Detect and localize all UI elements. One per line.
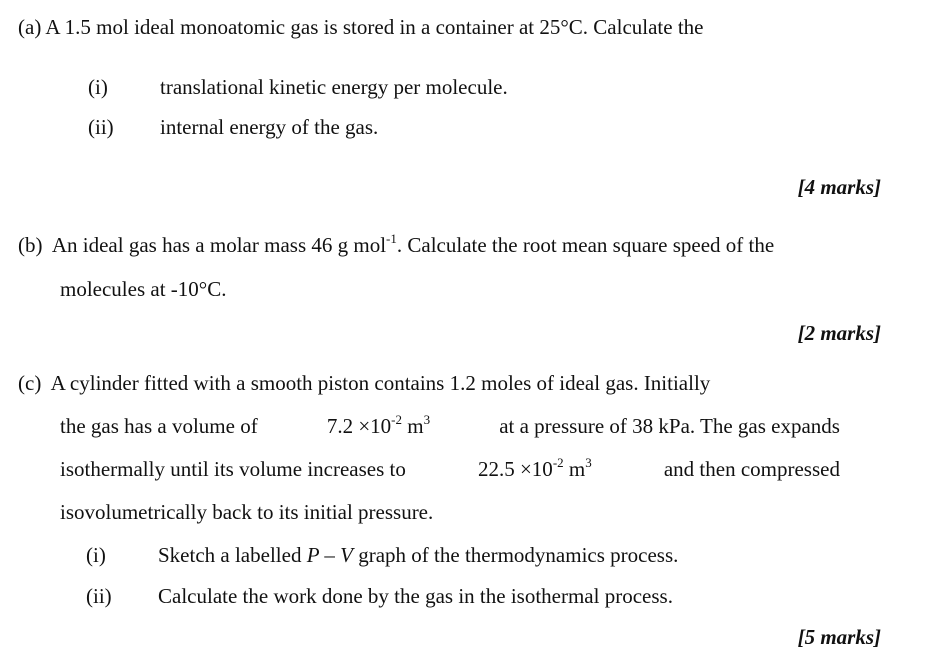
part-b-molar-mass-exponent: -1 [386, 231, 397, 246]
part-c-line-3-end: and then compressed [663, 457, 840, 481]
part-c-item-ii-number: (ii) [86, 584, 112, 608]
part-a-item-ii-text: internal energy of the gas. [160, 115, 379, 139]
part-c-line-1-text: A cylinder fitted with a smooth piston contains 1.2 moles of ideal gas. Initially [50, 371, 711, 395]
part-b-question-line-1 [18, 232, 774, 258]
part-b-line-2-end: . [221, 277, 227, 301]
part-b-marks: [2 marks] [797, 321, 881, 345]
part-c-line-3-text: isothermally until its volume increases to [60, 457, 406, 481]
part-a-label: (a) [18, 15, 42, 39]
part-a-temperature: 25°C [539, 15, 583, 39]
part-b-line-2-text: molecules at [60, 277, 166, 301]
part-c-marks: [5 marks] [797, 625, 881, 649]
part-c-item-i-text: Sketch a labelled P – V graph of the thermodynamics process. [158, 543, 679, 567]
part-b-stem-end: . Calculate the root mean square speed of the [396, 233, 775, 257]
part-a-question [18, 14, 704, 40]
part-c-line-2-text: the gas has a volume of [60, 414, 258, 438]
part-a-item-ii-number: (ii) [88, 115, 114, 139]
part-b-label: (b) [18, 233, 43, 257]
part-c-question-line-4: isovolumetrically back to its initial pressure. [60, 500, 434, 524]
part-c-question-line-1 [18, 370, 710, 396]
part-b-molar-mass: 46 g mol [311, 233, 387, 257]
part-b-question-line-2 [60, 276, 226, 302]
part-a-item-i-number: (i) [88, 75, 108, 99]
part-c-question-line-2 [60, 413, 840, 439]
part-b-temperature: -10°C [170, 277, 222, 301]
part-c-initial-volume: $7.2 \times 10^{-2}$ $m^3$ [326, 412, 431, 438]
part-c-item-ii-text: Calculate the work done by the gas in the isothermal process. [158, 584, 673, 608]
part-c-item-i-number: (i) [86, 543, 106, 567]
part-c-final-volume: $22.5 \times 10^{-2}$ $m^3$ [477, 455, 592, 481]
part-a-marks: [4 marks] [797, 175, 881, 199]
part-a-item-i-text: translational kinetic energy per molecule. [160, 75, 508, 99]
part-c-label: (c) [18, 371, 42, 395]
part-c-pv-label: P – V [306, 543, 353, 567]
part-a-stem: A 1.5 mol ideal monoatomic gas is stored in a container at [45, 15, 535, 39]
part-c-line-2-end: at a pressure of 38 kPa. The gas expands [499, 414, 840, 438]
part-a-stem-end: . Calculate the [582, 15, 704, 39]
part-c-question-line-3 [60, 456, 840, 482]
part-b-stem: An ideal gas has a molar mass [51, 233, 307, 257]
